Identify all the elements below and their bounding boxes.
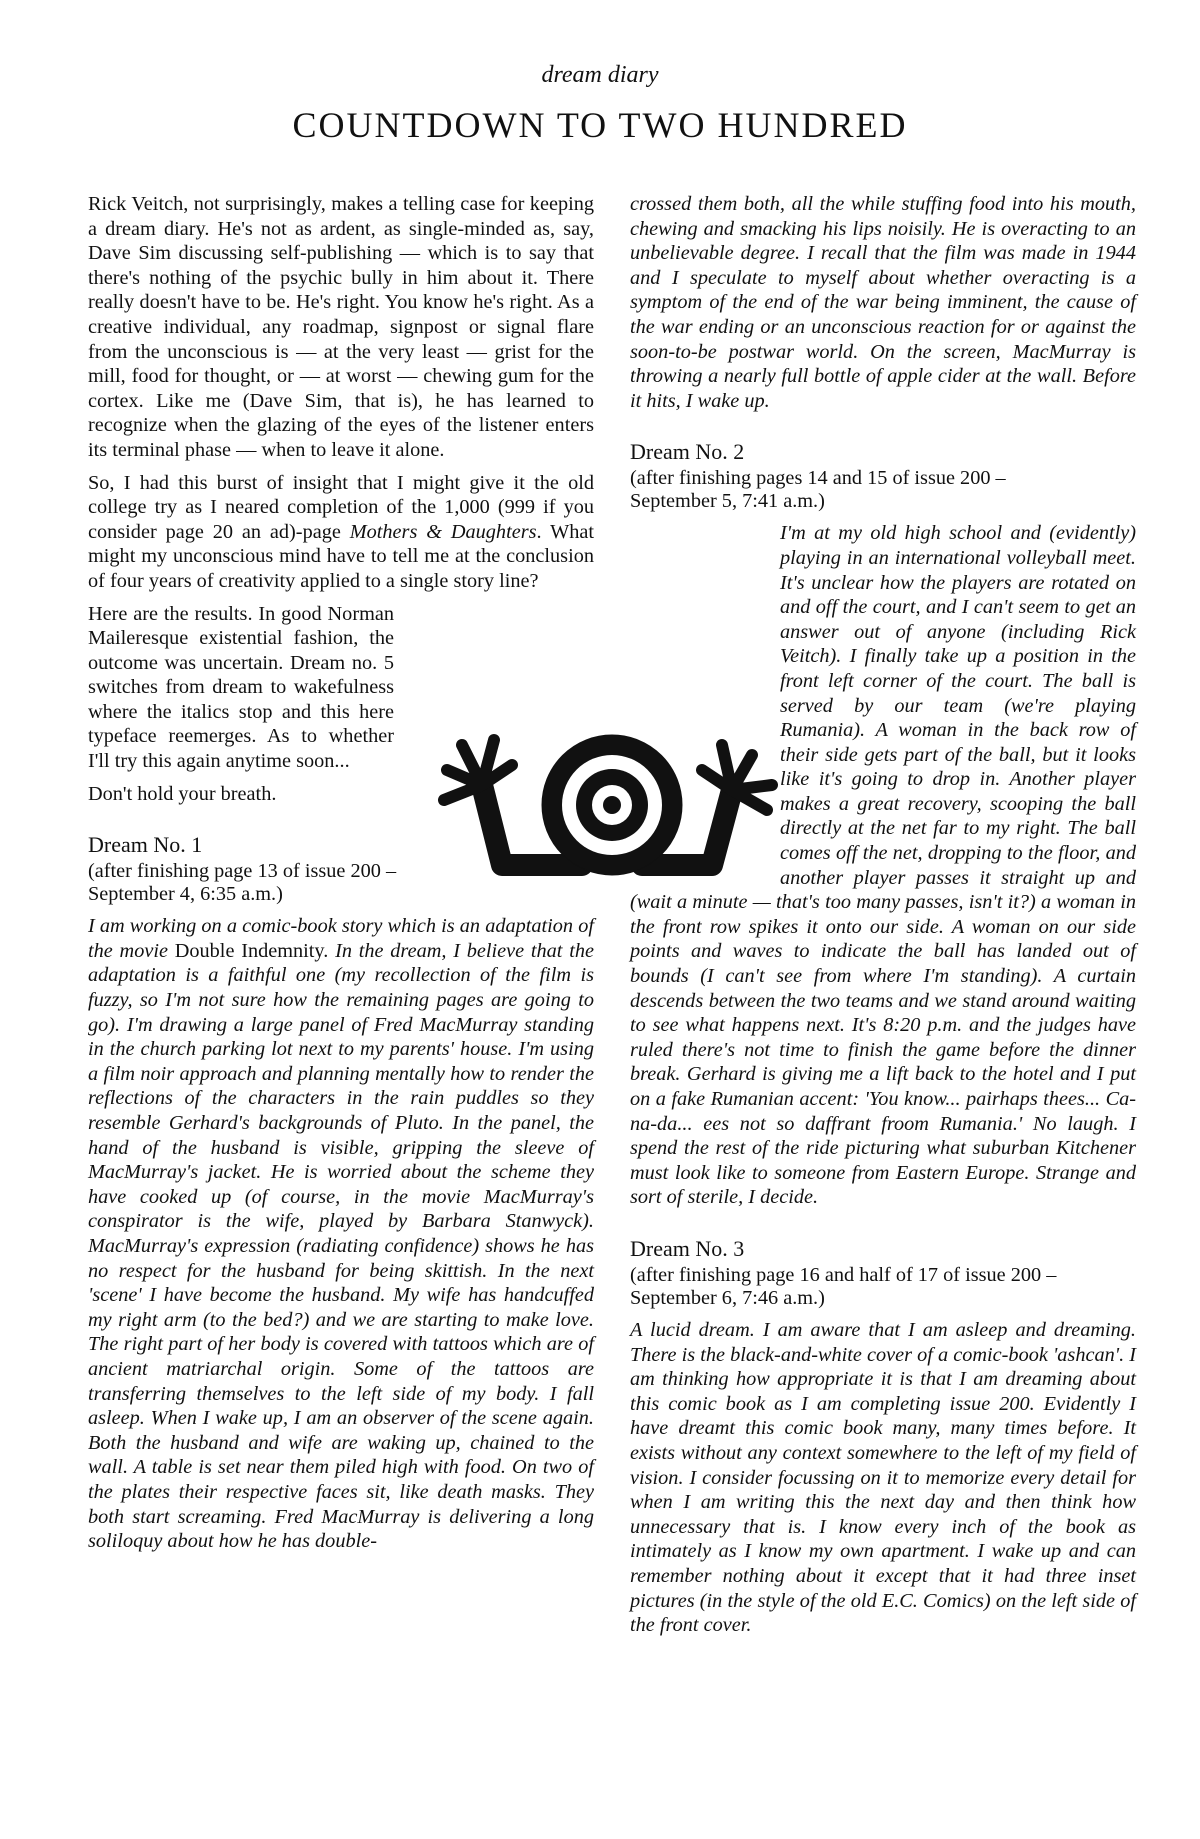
dream-3-subtitle xyxy=(630,1264,1136,1310)
text-segment: . What might my unconscious mind have to tell me at the conclusion of four years of creativity applied to a single story line? xyxy=(88,520,594,592)
dream-2-heading: Dream No. 2 xyxy=(630,439,745,465)
dream-2-subtitle xyxy=(630,467,1136,513)
subtitle-line: September 5, 7:41 a.m.) xyxy=(630,490,825,513)
subtitle-line: (after finishing page 16 and half of 17 of issue 200 – xyxy=(630,1263,1057,1286)
section-kicker: dream diary xyxy=(541,62,659,88)
dream-3-text: A lucid dream. I am aware that I am asleep and dreaming. There is the black-and-white cover of a comic-book 'ashcan'. I am thinking how appropriate it is that I am dreaming about this comic book as I am completing issue 200. Evidently I have dreamt this comic book many, many times before. It exists without any context somewhere to the left of my field of vision. I consider focussing on it to memorize every detail for when I am writing this the next day and then think how unnecessary that is. I know every inch of the book as intimately as I know my own apartment. I wake up and can remember nothing about it except that it had three inset pictures (in the style of the old E.C. Comics) on the left side of the front cover. xyxy=(630,1318,1136,1637)
subtitle-line: September 6, 7:46 a.m.) xyxy=(630,1286,825,1309)
intro-paragraph: Rick Veitch, not surprisingly, makes a telling case for keeping a dream diary. He's not as ardent, as single-minded as, say, Dave Sim discussing self-publishing — which is to say that there's nothing of the psychic bully in him about it. There really doesn't have to be. He's right. You know he's right. As a creative individual, any roadmap, signpost or signal flare from the unconscious is — at the very least — grist for the mill, food for thought, or — at worst — chewing gum for the cortex. Like me (Dave Sim, that is), he has learned to recognize when the glazing of the eyes of the listener enters its terminal phase — when to leave it alone. xyxy=(88,193,594,461)
article-title: COUNTDOWN TO TWO HUNDRED xyxy=(292,105,908,145)
text-segment: Here are the results. In good Norman Maileresque existential fashion, the outcome was uncertain. Dream no. 5 switches from dream to wakefulness where the italics stop and this here typeface reemerges. As to whether I'll try this again anytime soon... xyxy=(88,602,394,773)
movie-title: Double Indemnity. xyxy=(174,939,329,962)
intro-paragraph xyxy=(88,471,594,594)
right-column xyxy=(630,192,1136,1646)
dream-3-heading: Dream No. 3 xyxy=(630,1235,745,1261)
book-title: Mothers & Daughters xyxy=(349,520,537,543)
text-segment: I'm at my old high school and (evidently) playing in an international volleyball meet. It's unclear how the players are rotated on and off the court, and I can't seem to get an answer out of anyone (including Rick Veitch). I finally take up a position in the front left corner of the court. The ball is served by our team (we're playing Rumania). A woman in the back row of their side gets part of the ball, but it looks like it's going to drop in. Another player makes a great recovery, scooping the ball directly at the net far to my right. The ball comes off the net, dropping to the floor, and another player passes it straight up and (wait a minute — that's too many passes, isn't it?) a woman in the front row spikes it onto our side. A woman on our side points and waves to indicate the ball has landed out of bounds (I can't see from where I'm standing). A curtain descends between the two teams and we stand around waiting to see what happens next. It's 8:20 p.m. and the judges have ruled there's not time to finish the game before the dinner break. Gerhard is giving me a lift back to the hotel and I put on a fake Rumanian accent: 'You know... pairhaps thees... Ca-na-da... ees not so daffrant froom Rumania.' No laugh. I spend the rest of the ride picturing what suburban Kitchener must look like to someone from Eastern Europe. Strange and sort of sterile, I decide. xyxy=(630,522,1136,1209)
text-segment: I am working on a comic-book story which is an adaptation of the movie xyxy=(88,915,594,962)
subtitle-line: (after finishing page 13 of issue 200 – xyxy=(88,860,397,883)
spiral-figure-illustration xyxy=(432,715,792,895)
dream-1-text-continued: crossed them both, all the while stuffing food into his mouth, chewing and smacking his lips noisily. He is overacting to an unbelievable degree. I recall that the film was made in 1944 and I speculate to myself about whether overacting is a symptom of the end of the war being imminent, the cause of the war ending or an unconscious reaction for or against the soon-to-be postwar world. On the screen, MacMurray is throwing a nearly full bottle of apple cider at the wall. Before it hits, I wake up. xyxy=(630,193,1136,412)
subtitle-line: (after finishing pages 14 and 15 of issue 200 – xyxy=(630,467,1006,490)
text-segment: In the dream, I believe that the adaptation is a faithful one (my recollection of the film is fuzzy, so I'm not sure how the remaining pages are going to go). I'm drawing a large panel of Fred MacMurray standing in the church parking lot next to my parents' house. I'm using a film noir approach and planning mentally how to render the reflections of the characters in the rain puddles so they resemble Gerhard's backgrounds of Pluto. In the panel, the hand of the husband is visible, gripping the sleeve of MacMurray's jacket. He is worried about the scheme they have cooked up (of course, in the movie MacMurray's conspirator is the wife, played by Barbara Stanwyck). MacMurray's expression (radiating confidence) shows he has no respect for the husband for being skittish. In the next 'scene' I have become the husband. My wife has handcuffed my right arm (to the bed?) and we are starting to make love. The right part of her body is covered with tattoos which are of ancient matriarchal origin. Some of the tattoos are transferring themselves to the left side of my body. I fall asleep. When I wake up, I am an observer of the scene again. Both the husband and wife are waking up, chained to the wall. A table is set near them piled high with food. On two of the plates their respective faces sit, like death masks. They both start screaming. Fred MacMurray is delivering a long soliloquy about how he has double- xyxy=(88,939,594,1553)
dream-1-heading: Dream No. 1 xyxy=(88,832,203,858)
subtitle-line: September 4, 6:35 a.m.) xyxy=(88,883,283,906)
dream-1-text xyxy=(88,914,594,1553)
intro-paragraph: Don't hold your breath. xyxy=(88,782,277,805)
text-segment: So, I had this burst of insight that I might give it the old college try as I neared completion of the 1,000 (999 if you consider page 20 an ad)-page xyxy=(88,471,594,543)
